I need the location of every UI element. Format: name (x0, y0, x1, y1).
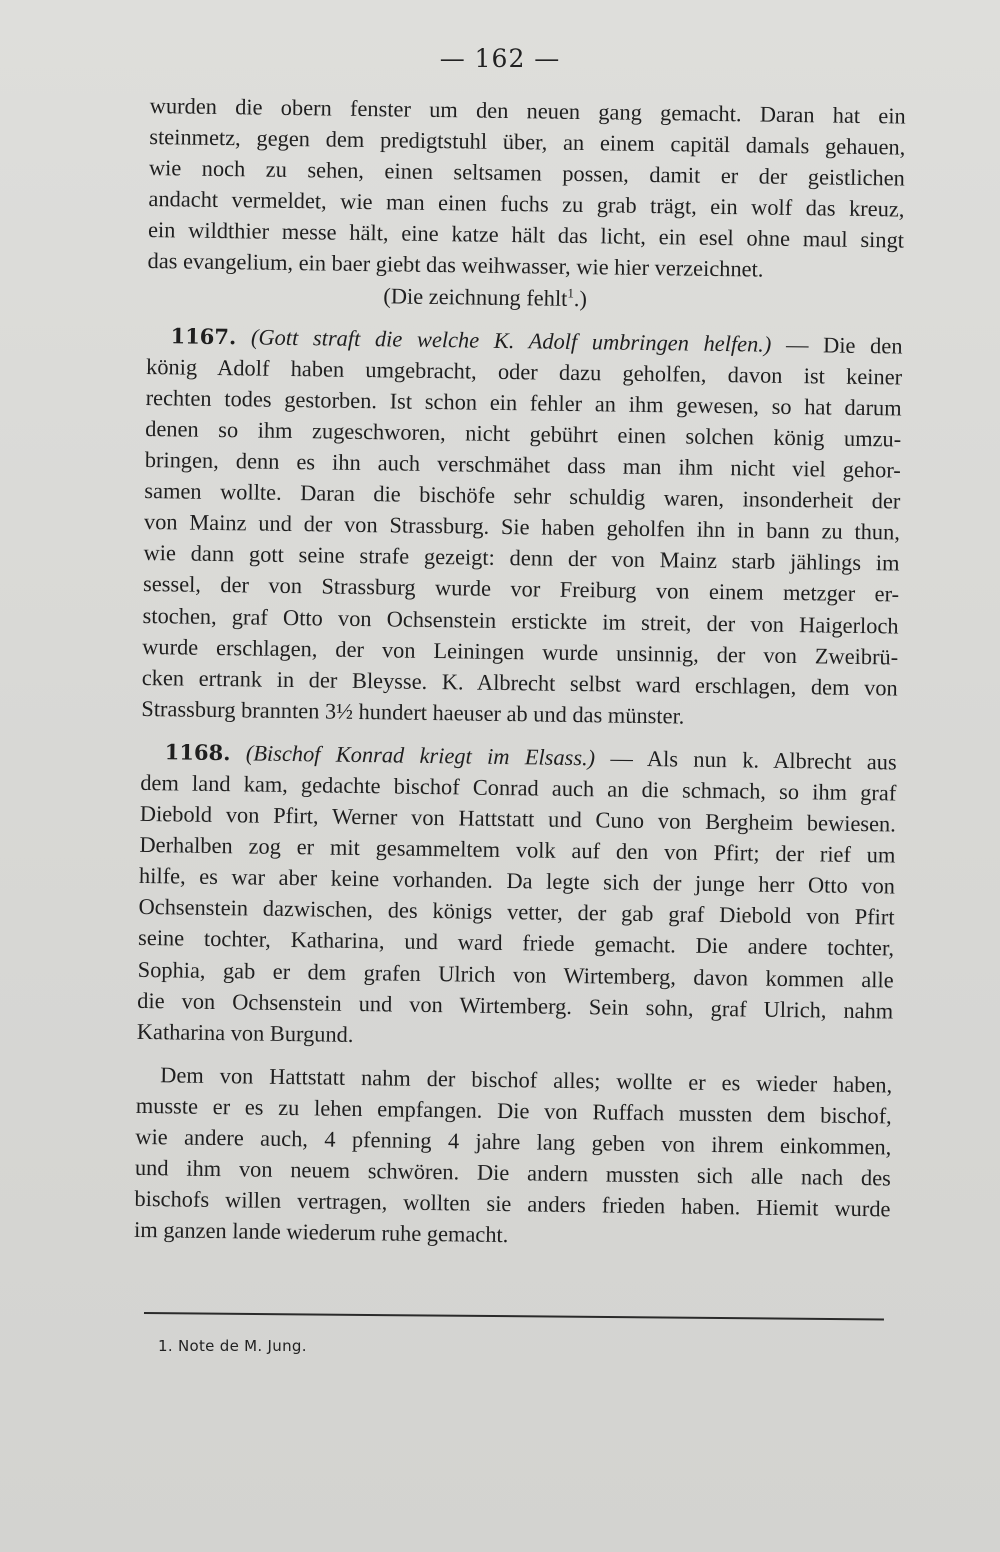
text-line: stochen, graf Otto von Ochsenstein erstickte im streit, der von Haigerloch (142, 602, 899, 639)
text-line: Dem von Hattstatt nahm der bischof alles; wollte er es wieder haben, (160, 1062, 893, 1098)
footnote-marker: 1 (567, 284, 575, 301)
text-line: Katharina von Burgund. (136, 1018, 354, 1047)
text-line: könig Adolf haben umgebracht, oder dazu geholfen, davon ist keiner (145, 353, 903, 390)
text-line: bischofs willen vertragen, wollten sie anders frieden haben. Hiemit wurde (134, 1186, 891, 1222)
footnote-divider (144, 1312, 884, 1320)
text-line: wurde erschlagen, der von Leiningen wurde unsinnig, der von Zweibrü- (142, 633, 899, 670)
text-line: hilfe, es war aber keine vorhanden. Da legte sich der junge herr Otto von (138, 863, 896, 899)
text-line: musste er es zu lehen empfangen. Die von Ruffach mussten dem bischof, (135, 1092, 892, 1129)
text-line: Diebold von Pfirt, Werner von Hattstatt und Cuno von Bergheim bewiesen. (139, 800, 896, 837)
text-line: wurden die obern fenster um den neuen gang gemacht. Daran hat ein (149, 92, 906, 129)
text-line: und ihm von neuem schwören. Die andern mussten sich alle nach des (134, 1154, 892, 1191)
text-line: wie noch zu sehen, einen seltsamen possen, damit er der geistlichen (148, 155, 906, 191)
entry-number: 1168. (164, 739, 231, 766)
text-line: rechten todes gestorben. Ist schon ein fehler an ihm gewesen, so hat darum (145, 384, 902, 421)
text-line: Ochsenstein dazwischen, des königs vetter, der gab graf Diebold von Pfirt (138, 894, 895, 930)
text-line: — Als nun k. Albrecht aus (610, 745, 897, 775)
text-line: ein wildthier messe hält, eine katze hält das licht, ein esel ohne maul singt (147, 217, 905, 253)
text-line: wie andere auch, 4 pfenning 4 jahre lang geben von ihrem einkommen, (135, 1123, 892, 1160)
main-text (134, 90, 906, 1256)
text-line: Strassburg brannten 3½ hundert haeuser ab und das münster. (141, 695, 685, 729)
text-line: wie dann gott seine strafe gezeigt: denn der von Mainz starb jählings im (143, 540, 900, 576)
text-line: dem land kam, gedachte bischof Conrad auch an die schmach, so ihm graf (140, 769, 897, 806)
text-line: die von Ochsenstein und von Wirtemberg. Sein sohn, graf Ulrich, nahm (137, 987, 894, 1024)
text-line: von Mainz und der von Strassburg. Sie haben geholfen ihn in bann zu thun, (143, 509, 901, 545)
text-line: andacht vermeldet, wie man einen fuchs zu grab trägt, ein wolf das kreuz, (148, 186, 905, 222)
text-line: seine tochter, Katharina, und ward friede gemacht. Die andere tochter, (137, 925, 895, 961)
drawing-note-text: (Die zeichnung fehlt (383, 282, 568, 311)
text-line: samen wollte. Daran die bischöfe sehr schuldig waren, insonderheit der (144, 478, 901, 514)
footnote: 1. Note de M. Jung. (158, 1337, 307, 1355)
entry-number: 1167. (170, 322, 237, 349)
text-line: steinmetz, gegen dem predigtstuhl über, an einem capitäl damals gehauen, (149, 124, 906, 160)
text-line: Derhalben zog er mit gesammeltem volk auf den von Pfirt; der rief um (139, 832, 896, 868)
entry-title: (Bischof Konrad kriegt im Elsass.) (245, 740, 596, 771)
text-line: denen so ihm zugeschworen, nicht gebührt einen solchen könig umzu- (145, 415, 902, 452)
text-line: — Die den (785, 331, 903, 359)
text-line: Sophia, gab er dem grafen Ulrich von Wirtemberg, davon kommen alle (137, 956, 894, 992)
drawing-note-end: .) (573, 285, 588, 311)
text-line: das evangelium, ein baer giebt das weihwasser, wie hier verzeichnet. (147, 248, 764, 283)
text-line: im ganzen lande wiederum ruhe gemacht. (133, 1217, 509, 1248)
text-line: bringen, denn es ihn auch verschmähet dass man ihm nicht viel gehor- (144, 446, 901, 483)
page-number: — 162 — (439, 44, 561, 73)
entry-title: (Gott straft die welche K. Adolf umbringen helfen.) (250, 324, 772, 357)
text-line: cken ertrank in der Bleysse. K. Albrecht selbst ward erschlagen, dem von (141, 664, 898, 701)
text-line: sessel, der von Strassburg wurde vor Freiburg von einem metzger er- (142, 571, 900, 607)
